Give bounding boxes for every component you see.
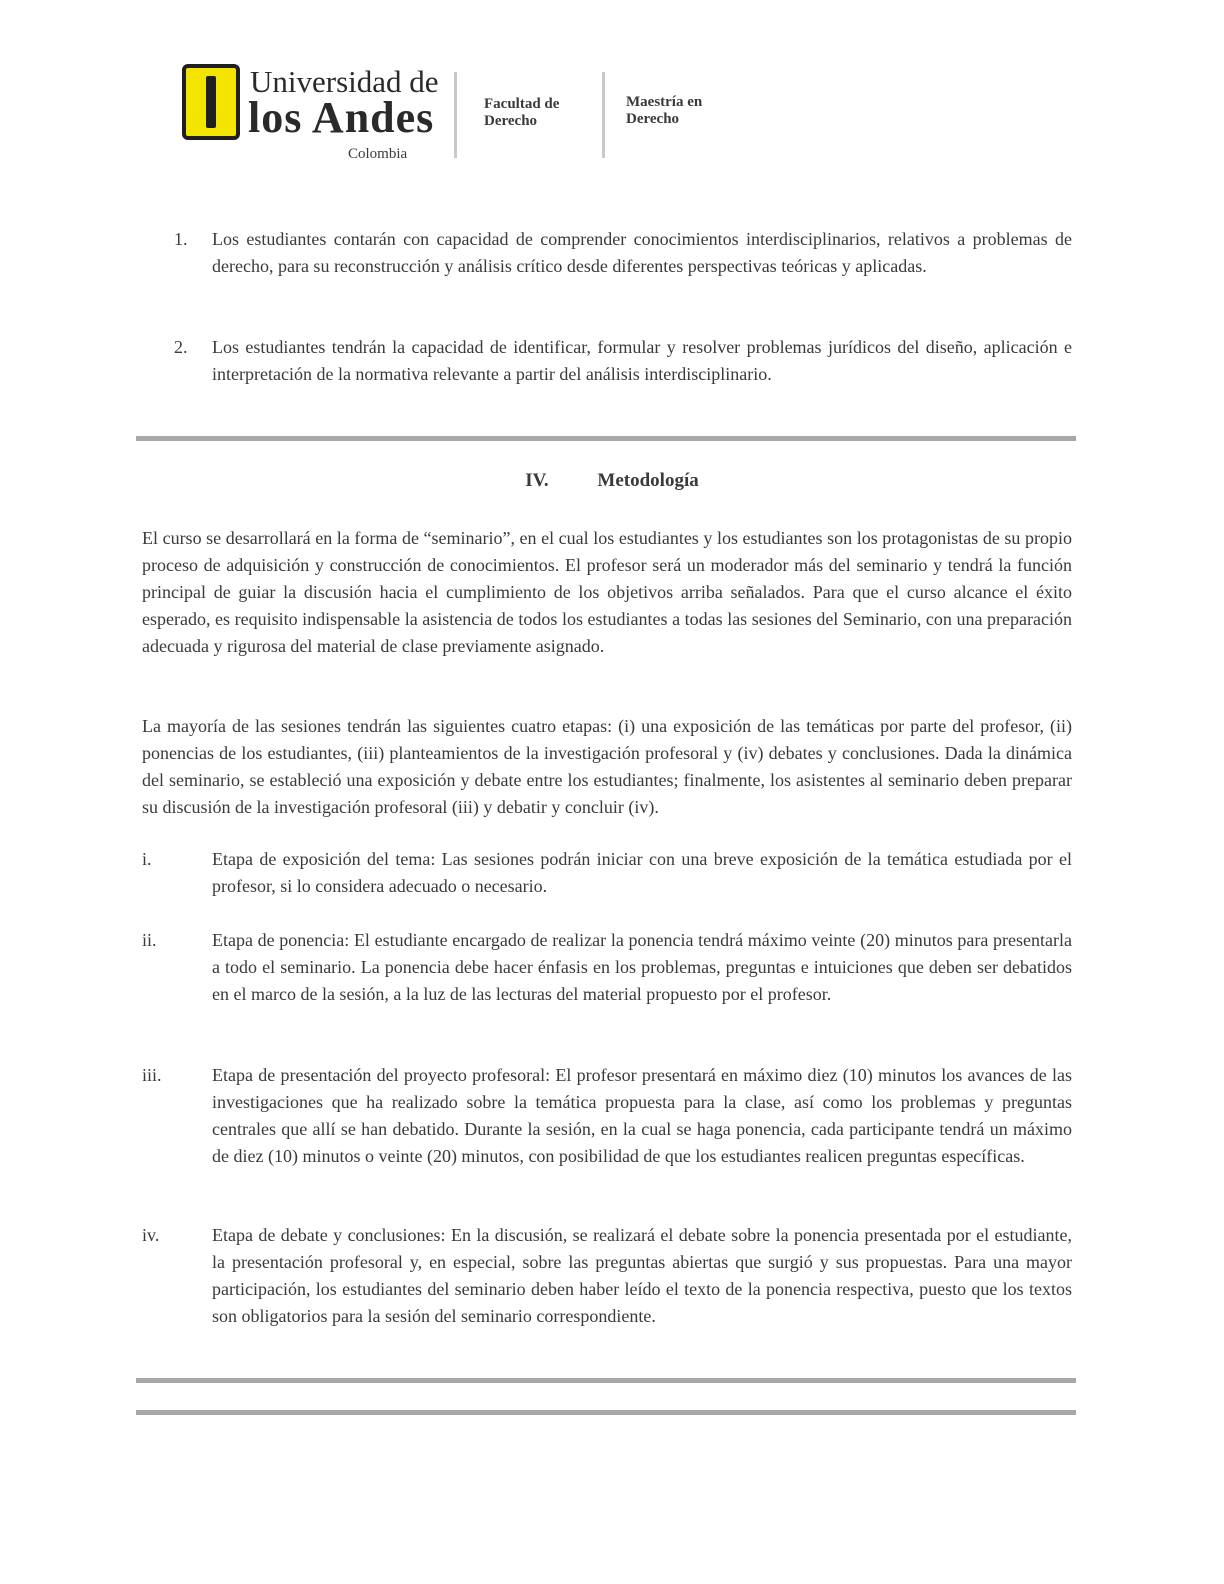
objective-item (174, 226, 1072, 280)
stage-number: iii. (142, 1065, 162, 1085)
university-name-line2: los Andes (248, 93, 435, 142)
university-country: Colombia (348, 146, 408, 162)
objective-item (174, 334, 1072, 388)
objective-number: 2. (174, 337, 188, 357)
stage-item (142, 846, 1072, 900)
horizontal-rule (136, 1410, 1076, 1415)
university-seal-icon (182, 64, 240, 140)
objective-number: 1. (174, 229, 188, 249)
objective-text: Los estudiantes contarán con capacidad de comprender conocimientos interdisciplinarios, relativos a problemas de derecho, para su reconstrucción y análisis crítico desde diferentes perspectivas teóricas y aplicadas. (212, 229, 1072, 276)
section-heading (0, 470, 1224, 492)
stage-item (142, 1062, 1072, 1170)
university-name-line1: Universidad de (250, 64, 439, 99)
department-name: Maestría en Derecho (626, 94, 703, 127)
stage-item (142, 1222, 1072, 1330)
section-number: IV. (525, 470, 549, 491)
faculty-name: Facultad de Derecho (484, 96, 560, 129)
objective-text: Los estudiantes tendrán la capacidad de identificar, formular y resolver problemas jurídicos del diseño, aplicación e interpretación de la normativa relevante a partir del análisis interdisciplinario. (212, 337, 1072, 384)
stage-number: ii. (142, 930, 157, 950)
horizontal-rule (136, 436, 1076, 441)
stage-text: Etapa de exposición del tema: Las sesiones podrán iniciar con una breve exposición de la temática estudiada por el profesor, si lo considera adecuado o necesario. (212, 849, 1072, 896)
body-paragraph: El curso se desarrollará en la forma de “seminario”, en el cual los estudiantes y los estudiantes son los protagonistas de su propio proceso de adquisición y construcción de conocimientos. El profesor será un moderador más del seminario y tendrá la función principal de guiar la discusión hacia el cumplimiento de los objetivos arriba señalados. Para que el curso alcance el éxito esperado, es requisito indispensable la asistencia de todos los estudiantes a todas las sesiones del Seminario, con una preparación adecuada y rigurosa del material de clase previamente asignado. (142, 528, 1072, 656)
header-divider (602, 72, 605, 158)
stage-text: Etapa de ponencia: El estudiante encargado de realizar la ponencia tendrá máximo veinte (20) minutos para presentarla a todo el seminario. La ponencia debe hacer énfasis en los problemas, preguntas e intuiciones que deben ser debatidos en el marco de la sesión, a la luz de las lecturas del material propuesto por el profesor. (212, 930, 1072, 1004)
letterhead (178, 62, 758, 162)
section-title: Metodología (597, 470, 699, 491)
stage-item (142, 927, 1072, 1008)
body-paragraph: La mayoría de las sesiones tendrán las siguientes cuatro etapas: (i) una exposición de las temáticas por parte del profesor, (ii) ponencias de los estudiantes, (iii) planteamientos de la investigación profesoral y (iv) debates y conclusiones. Dada la dinámica del seminario, se estableció una exposición y debate entre los estudiantes; finalmente, los asistentes al seminario deben preparar su discusión de la investigación profesoral (iii) y debatir y concluir (iv). (142, 716, 1072, 817)
stage-text: Etapa de presentación del proyecto profesoral: El profesor presentará en máximo diez (10) minutos los avances de las investigaciones que ha realizado sobre la temática propuesta para la clase, así como los problemas y preguntas centrales que allí se han debatido. Durante la sesión, en la cual se haga ponencia, cada participante tendrá un máximo de diez (10) minutos o veinte (20) minutos, con posibilidad de que los estudiantes realicen preguntas específicas. (212, 1065, 1072, 1166)
stage-text: Etapa de debate y conclusiones: En la discusión, se realizará el debate sobre la ponencia presentada por el estudiante, la presentación profesoral y, en especial, sobre las preguntas abiertas que surgió y sus propuestas. Para una mayor participación, los estudiantes del seminario deben haber leído el texto de la ponencia respectiva, puesto que los textos son obligatorios para la sesión del seminario correspondiente. (212, 1225, 1072, 1326)
stage-number: iv. (142, 1225, 160, 1245)
horizontal-rule (136, 1378, 1076, 1383)
stage-number: i. (142, 849, 152, 869)
header-divider (454, 72, 457, 158)
